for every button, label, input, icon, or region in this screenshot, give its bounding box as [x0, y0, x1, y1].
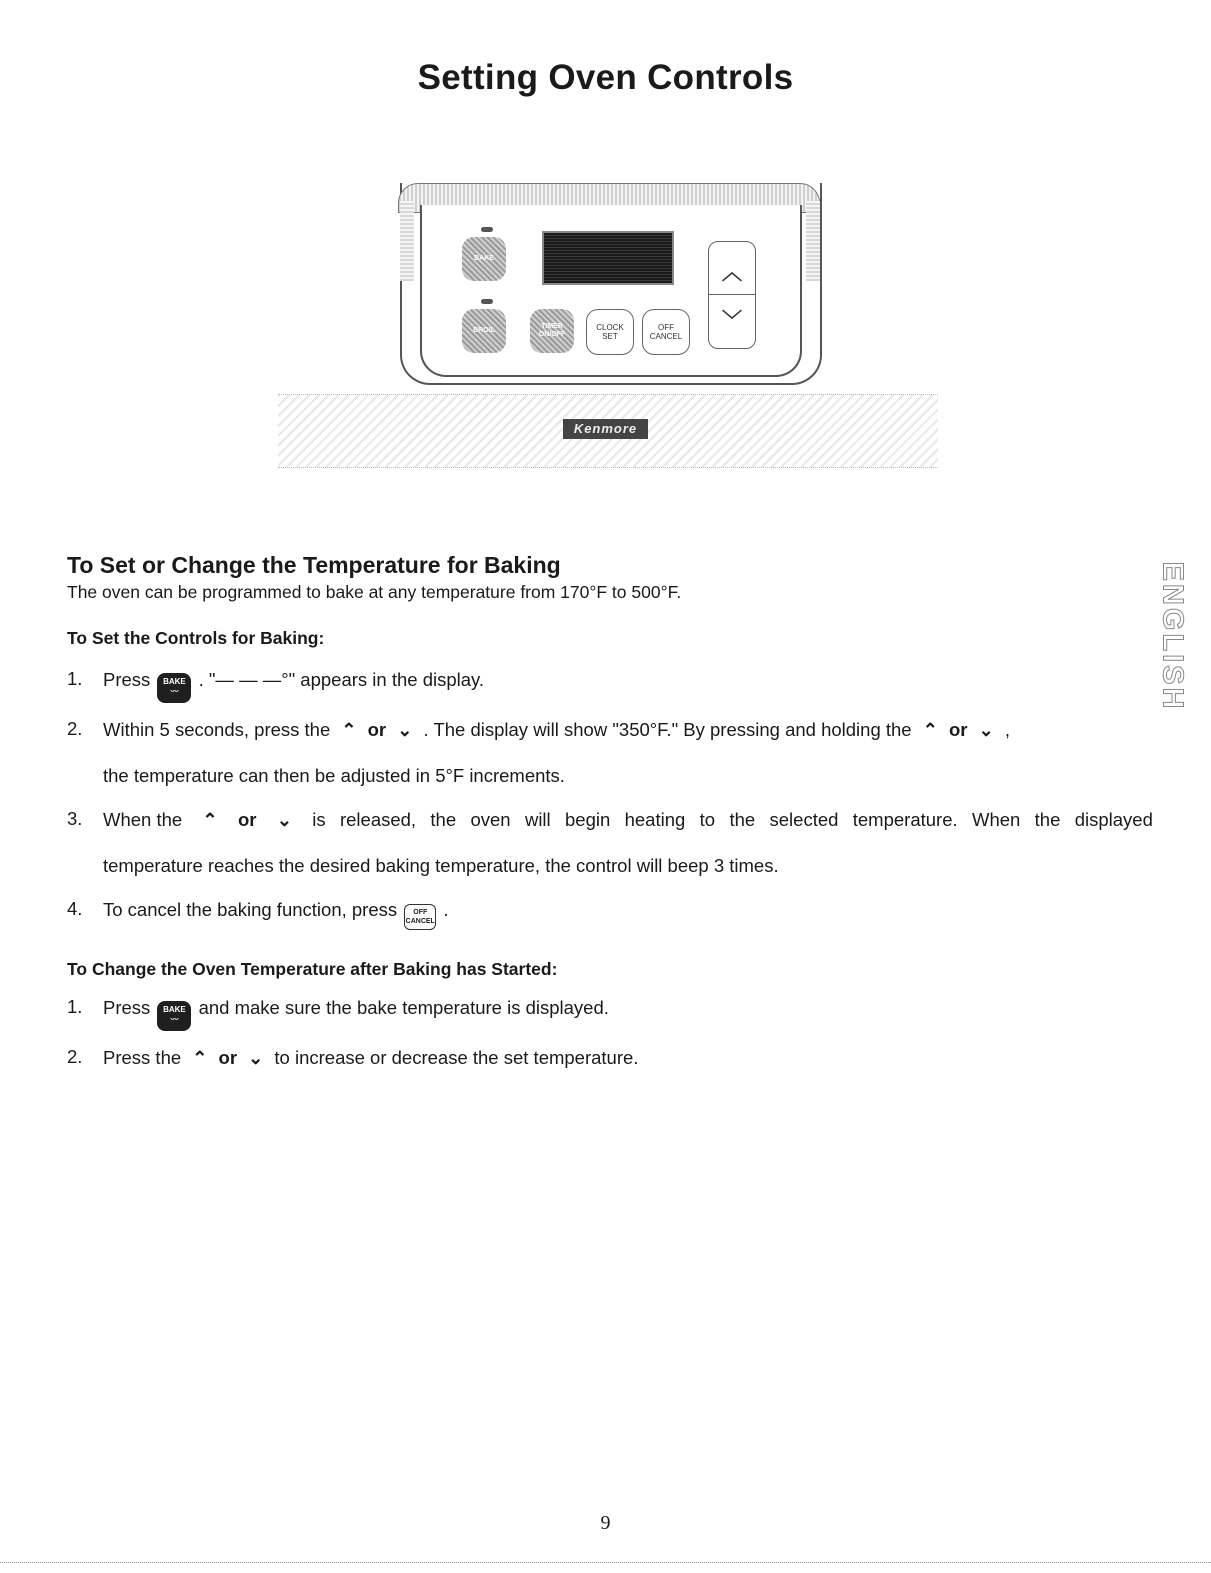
step-text: Press the: [103, 1047, 182, 1068]
panel-side-right: [806, 201, 820, 281]
up-arrow-icon: ⌃: [192, 1048, 208, 1068]
bake-indicator-led: [481, 227, 493, 232]
step-word: will: [524, 809, 551, 830]
step-word: the: [1034, 809, 1061, 830]
up-arrow-icon: ⌃: [202, 810, 218, 830]
down-arrow-icon: ﹀: [722, 310, 742, 332]
cancel-icon-label: CANCEL: [405, 918, 435, 925]
step-body: [103, 1046, 1153, 1092]
panel-off-cancel-button: [642, 309, 690, 355]
panel-brand-band: [278, 394, 938, 468]
step-text: ,: [1004, 719, 1010, 740]
step-word: the: [430, 809, 457, 830]
panel-set-label: SET: [602, 332, 618, 341]
section-intro: The oven can be programmed to bake at any temperature from 170°F to 500°F.: [67, 582, 682, 602]
step-text: and make sure the bake temperature is displayed.: [198, 997, 609, 1018]
step-word: the: [729, 809, 756, 830]
step-word: to: [699, 809, 716, 830]
side-tab-label: ENGLISH: [1156, 561, 1189, 711]
step-number: 1.: [67, 996, 83, 1017]
broil-indicator-led: [481, 299, 493, 304]
step-text: the temperature can then be adjusted in 5°F increments.: [103, 765, 565, 786]
step-word: When: [971, 809, 1021, 830]
step-word: temperature.: [852, 809, 958, 830]
step-text: Press: [103, 669, 151, 690]
or-word: or: [948, 719, 968, 740]
step-word: displayed: [1074, 809, 1153, 830]
panel-inner: [420, 205, 802, 377]
down-arrow-icon: ⌄: [276, 810, 292, 830]
step-text: .: [443, 899, 449, 920]
panel-display-screen: [542, 231, 674, 285]
panel-side-left: [400, 201, 414, 281]
panel-broil-button: [462, 309, 506, 353]
language-side-tab: [1156, 561, 1189, 711]
panel-clock-label: CLOCK: [596, 322, 624, 332]
panel-clock-set-button: [586, 309, 634, 355]
step-word: released,: [339, 809, 417, 830]
subheading-set-controls: To Set the Controls for Baking:: [67, 628, 325, 648]
or-word: or: [367, 719, 387, 740]
panel-timer-label: TIMER ON/OFF: [538, 323, 566, 338]
step-body: [103, 718, 1153, 810]
or-word: or: [237, 809, 257, 830]
step-text: . "— — —°" appears in the display.: [198, 669, 485, 690]
step-number: 3.: [67, 808, 83, 829]
up-arrow-icon: ⌃: [341, 720, 357, 740]
step-text: Within 5 seconds, press the: [103, 719, 331, 740]
down-arrow-icon: ⌄: [978, 720, 994, 740]
step-body: [103, 898, 1153, 944]
bake-button-icon: BAKE 〰: [157, 673, 191, 703]
panel-off-label: OFF: [658, 322, 674, 332]
step-body: [103, 668, 1153, 714]
step-number: 2.: [67, 1046, 83, 1067]
step-word: selected: [769, 809, 839, 830]
off-cancel-button-icon: [404, 904, 436, 930]
panel-cancel-label: CANCEL: [649, 332, 683, 341]
bottom-rule: [0, 1562, 1211, 1563]
panel-broil-label: BROIL: [473, 327, 495, 335]
step-body: [103, 996, 1153, 1042]
step-body: [103, 808, 1153, 900]
panel-timer-button: [530, 309, 574, 353]
step-text: To cancel the baking function, press: [103, 899, 398, 920]
or-word: or: [218, 1047, 238, 1068]
panel-bake-label: BAKE: [474, 255, 494, 263]
panel-bake-button: [462, 237, 506, 281]
subheading-change-temp: To Change the Oven Temperature after Baking has Started:: [67, 959, 558, 979]
bake-icon-label: BAKE: [163, 677, 186, 686]
step-word: begin: [565, 809, 611, 830]
step-text: When the: [103, 809, 183, 830]
step-word: oven: [470, 809, 511, 830]
up-arrow-icon: ⌃: [922, 720, 938, 740]
oven-control-panel-illustration: [400, 183, 820, 388]
step-number: 4.: [67, 898, 83, 919]
step-text: Press: [103, 997, 151, 1018]
arrow-pad-divider: [709, 294, 755, 295]
step-number: 1.: [67, 668, 83, 689]
step-word: is: [312, 809, 326, 830]
up-arrow-icon: ︿: [722, 262, 742, 284]
step-number: 2.: [67, 718, 83, 739]
step-text: temperature reaches the desired baking temperature, the control will beep 3 times.: [103, 855, 779, 876]
panel-arrow-pad: [708, 241, 756, 349]
step-word: heating: [624, 809, 686, 830]
bake-icon-label: BAKE: [163, 1005, 186, 1014]
brand-logo: Kenmore: [563, 419, 648, 439]
step-text: to increase or decrease the set temperature.: [274, 1047, 639, 1068]
down-arrow-icon: ⌄: [248, 1048, 264, 1068]
page-number: 9: [600, 1512, 611, 1534]
page-title: Setting Oven Controls: [417, 58, 794, 97]
step-text: . The display will show "350°F." By pressing and holding the: [423, 719, 912, 740]
section-heading-set-change-temp: To Set or Change the Temperature for Baking: [67, 552, 561, 578]
down-arrow-icon: ⌄: [397, 720, 413, 740]
bake-button-icon: BAKE 〰: [157, 1001, 191, 1031]
off-icon-label: OFF: [413, 909, 428, 916]
